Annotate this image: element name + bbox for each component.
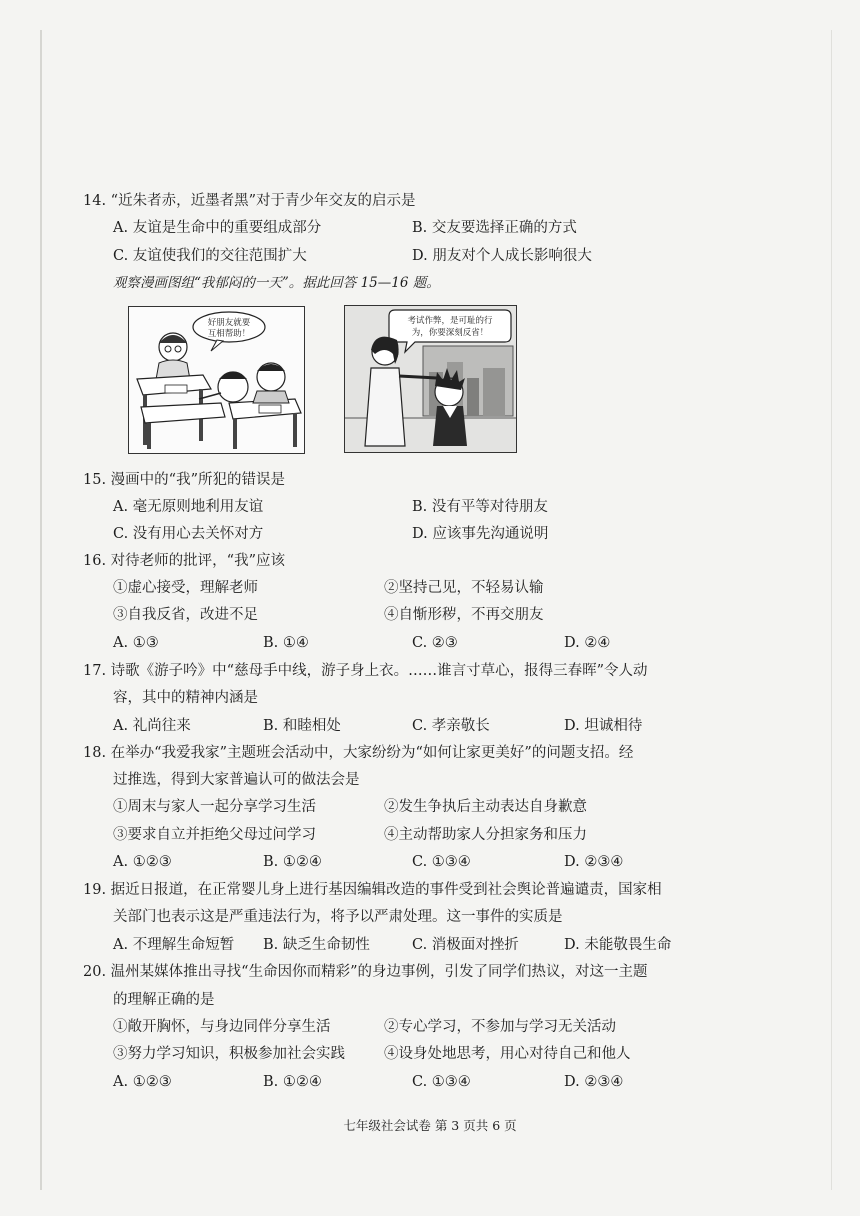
question-15-stem: 15. 漫画中的“我”所犯的错误是 <box>83 472 285 488</box>
q15-option-b: B. 没有平等对待朋友 <box>412 499 548 515</box>
question-17-stem: 17. 诗歌《游子吟》中“慈母手中线，游子身上衣。……谁言寸草心，报得三春晖”令人动 <box>83 663 648 679</box>
q16-statement-2: ②坚持己见，不轻易认输 <box>384 580 544 596</box>
q19-option-c: C. 消极面对挫折 <box>412 937 519 953</box>
q16-option-b: B. ①④ <box>263 635 309 651</box>
q20-statement-2: ②专心学习，不参加与学习无关活动 <box>384 1019 616 1035</box>
question-18-stem-cont: 过推选，得到大家普遍认可的做法会是 <box>113 772 360 788</box>
q16-statement-1: ①虚心接受，理解老师 <box>113 580 258 596</box>
left-bubble-line-1: 好朋友就要 <box>207 318 251 328</box>
q16-option-c: C. ②③ <box>412 635 458 651</box>
q20-option-d: D. ②③④ <box>564 1074 624 1090</box>
question-20-stem-cont: 的理解正确的是 <box>113 992 215 1008</box>
cartoon-teacher-scolding <box>344 305 517 453</box>
q16-option-a: A. ①③ <box>113 635 159 651</box>
q20-statement-1: ①敞开胸怀，与身边同伴分享生活 <box>113 1019 331 1035</box>
q20-statement-3: ③努力学习知识，积极参加社会实践 <box>113 1046 345 1062</box>
q18-statement-4: ④主动帮助家人分担家务和压力 <box>384 827 587 843</box>
q17-option-c: C. 孝亲敬长 <box>412 718 490 734</box>
q18-statement-1: ①周末与家人一起分享学习生活 <box>113 799 316 815</box>
page-footer: 七年级社会试卷 第 3 页共 6 页 <box>343 1118 517 1133</box>
q19-option-b: B. 缺乏生命韧性 <box>263 937 370 953</box>
question-20-stem: 20. 温州某媒体推出寻找“生命因你而精彩”的身边事例，引发了同学们热议，对这一主题 <box>83 964 648 980</box>
left-bubble-line-2: 互相帮助！ <box>207 329 251 339</box>
q14-option-d: D. 朋友对个人成长影响很大 <box>412 248 592 264</box>
q18-option-c: C. ①③④ <box>412 854 471 870</box>
q19-option-d: D. 未能敬畏生命 <box>564 937 672 953</box>
q17-option-d: D. 坦诚相待 <box>564 718 643 734</box>
q15-option-d: D. 应该事先沟通说明 <box>412 526 549 542</box>
q14-option-c: C. 友谊使我们的交往范围扩大 <box>113 248 307 264</box>
cartoon-classroom <box>128 306 305 454</box>
q19-option-a: A. 不理解生命短暂 <box>113 937 235 953</box>
q18-option-b: B. ①②④ <box>263 854 322 870</box>
q20-option-c: C. ①③④ <box>412 1074 471 1090</box>
cartoon-classroom-drawing <box>129 307 304 453</box>
q18-option-d: D. ②③④ <box>564 854 624 870</box>
q16-statement-4: ④自惭形秽，不再交朋友 <box>384 607 544 623</box>
question-16-stem: 16. 对待老师的批评，“我”应该 <box>83 553 285 569</box>
scan-edge-left <box>40 30 42 1190</box>
q20-option-a: A. ①②③ <box>113 1074 172 1090</box>
q16-statement-3: ③自我反省，改进不足 <box>113 607 258 623</box>
q20-statement-4: ④设身处地思考，用心对待自己和他人 <box>384 1046 631 1062</box>
q15-option-c: C. 没有用心去关怀对方 <box>113 526 264 542</box>
q16-option-d: D. ②④ <box>564 635 611 651</box>
right-bubble-line-2: 为，你要深刻反省！ <box>411 328 489 338</box>
question-18-stem: 18. 在举办“我爱我家”主题班会活动中，大家纷纷为“如何让家更美好”的问题支招。经 <box>83 745 634 761</box>
q17-option-a: A. 礼尚往来 <box>113 718 191 734</box>
q18-statement-3: ③要求自立并拒绝父母过问学习 <box>113 827 316 843</box>
q17-option-b: B. 和睦相处 <box>263 718 341 734</box>
question-17-stem-cont: 容，其中的精神内涵是 <box>113 690 258 706</box>
cartoon-teacher-drawing <box>345 306 516 452</box>
q20-option-b: B. ①②④ <box>263 1074 322 1090</box>
q14-option-a: A. 友谊是生命中的重要组成部分 <box>113 220 322 236</box>
q18-statement-2: ②发生争执后主动表达自身歉意 <box>384 799 587 815</box>
question-14-stem: 14. “近朱者赤，近墨者黑”对于青少年交友的启示是 <box>83 193 416 209</box>
question-19-stem: 19. 据近日报道，在正常婴儿身上进行基因编辑改造的事件受到社会舆论普遍谴责，国家相 <box>83 882 662 898</box>
right-bubble-line-1: 考试作弊，是可耻的行 <box>407 316 493 326</box>
q14-option-b: B. 交友要选择正确的方式 <box>412 220 577 236</box>
q18-option-a: A. ①②③ <box>113 854 172 870</box>
scan-edge-right <box>831 30 832 1190</box>
question-19-stem-cont: 关部门也表示这是严重违法行为，将予以严肃处理。这一事件的实质是 <box>113 909 563 925</box>
cartoon-intro: 观察漫画图组“我郁闷的一天”。据此回答 15—16 题。 <box>113 275 440 291</box>
q15-option-a: A. 毫无原则地利用友谊 <box>113 499 264 515</box>
